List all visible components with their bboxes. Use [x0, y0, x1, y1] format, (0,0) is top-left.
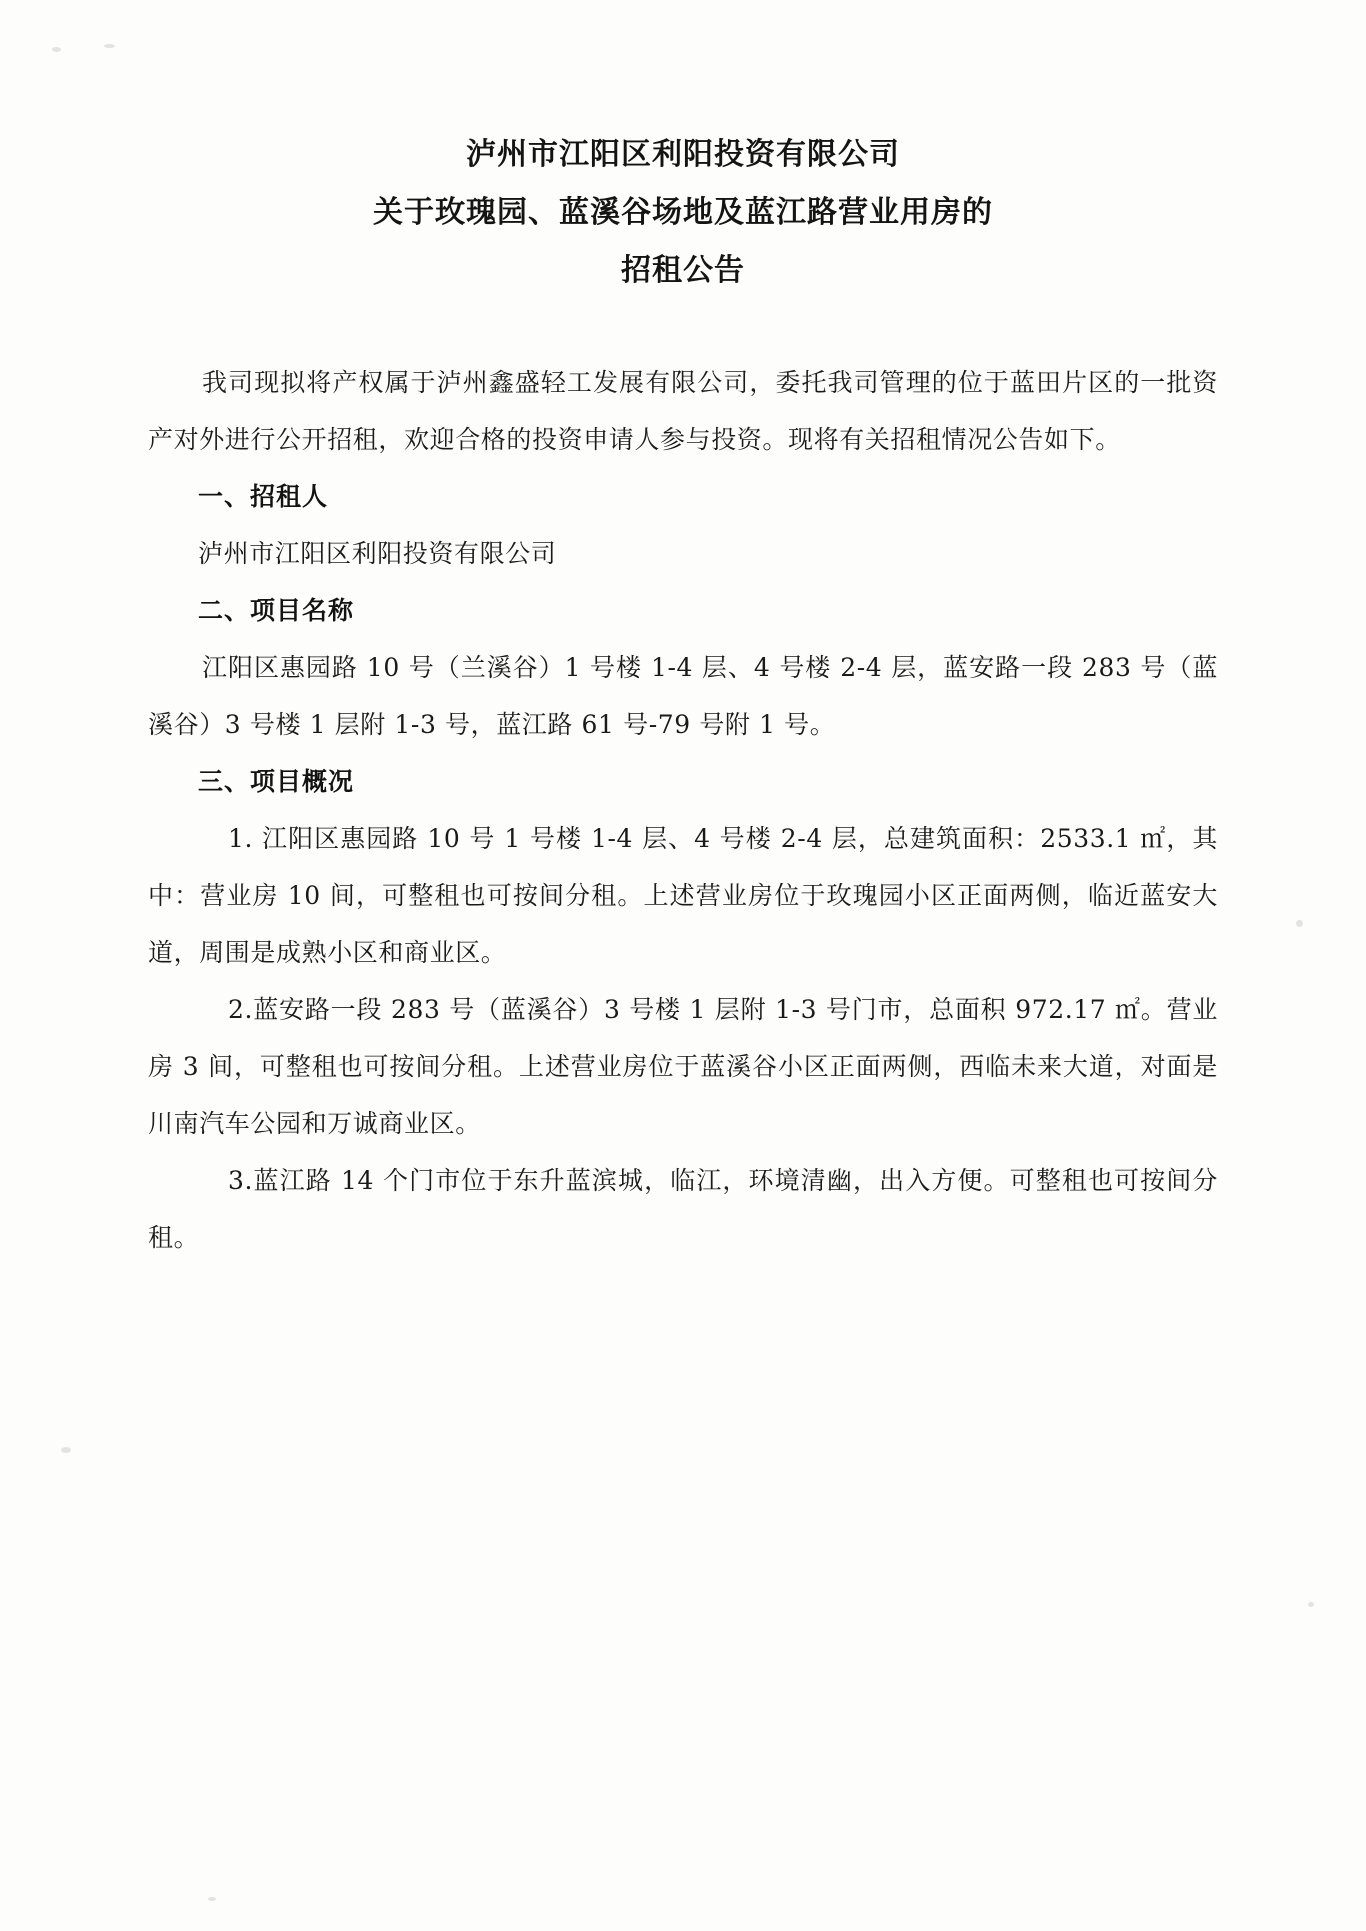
scan-speck: [208, 1897, 216, 1901]
page-title: [148, 126, 1218, 300]
document-content: [148, 354, 1218, 1266]
scan-speck: [61, 1447, 71, 1453]
title-line-1: 泸州市江阳区利阳投资有限公司: [466, 137, 900, 172]
section-3-paragraph-1: 1. 江阳区惠园路 10 号 1 号楼 1-4 层、4 号楼 2-4 层，总建筑面积：2533.1 ㎡，其中：营业房 10 间，可整租也可按间分租。上述营业房位于玫瑰园小区正面两侧，临近蓝安大道，周围是成熟小区和商业区。: [148, 824, 1218, 967]
scan-speck: [1296, 920, 1303, 927]
scan-speck: [52, 47, 61, 52]
title-line-3: 招租公告: [621, 253, 745, 288]
title-line-2: 关于玫瑰园、蓝溪谷场地及蓝江路营业用房的: [373, 195, 993, 230]
section-3-paragraph-2: 2.蓝安路一段 283 号（蓝溪谷）3 号楼 1 层附 1-3 号门市，总面积 972.17 ㎡。营业房 3 间，可整租也可按间分租。上述营业房位于蓝溪谷小区正面两侧，西临未来大道，对面是川南汽车公园和万诚商业区。: [148, 995, 1218, 1138]
document-body: [148, 126, 1218, 1266]
section-1-paragraph-1: 泸州市江阳区利阳投资有限公司: [198, 539, 557, 568]
intro-paragraph: 我司现拟将产权属于泸州鑫盛轻工发展有限公司，委托我司管理的位于蓝田片区的一批资产对外进行公开招租，欢迎合格的投资申请人参与投资。现将有关招租情况公告如下。: [148, 368, 1218, 454]
section-2-paragraph-1: 江阳区惠园路 10 号（兰溪谷）1 号楼 1-4 层、4 号楼 2-4 层，蓝安路一段 283 号（蓝溪谷）3 号楼 1 层附 1-3 号，蓝江路 61 号-79 号附 1 号。: [148, 653, 1218, 739]
section-heading-1: 一、招租人: [198, 482, 329, 511]
section-3-paragraph-3: 3.蓝江路 14 个门市位于东升蓝滨城，临江，环境清幽，出入方便。可整租也可按间分租。: [148, 1166, 1218, 1252]
scan-speck: [104, 44, 115, 48]
section-heading-3: 三、项目概况: [198, 767, 355, 796]
section-heading-2: 二、项目名称: [198, 596, 355, 625]
scan-speck: [1308, 1602, 1314, 1607]
